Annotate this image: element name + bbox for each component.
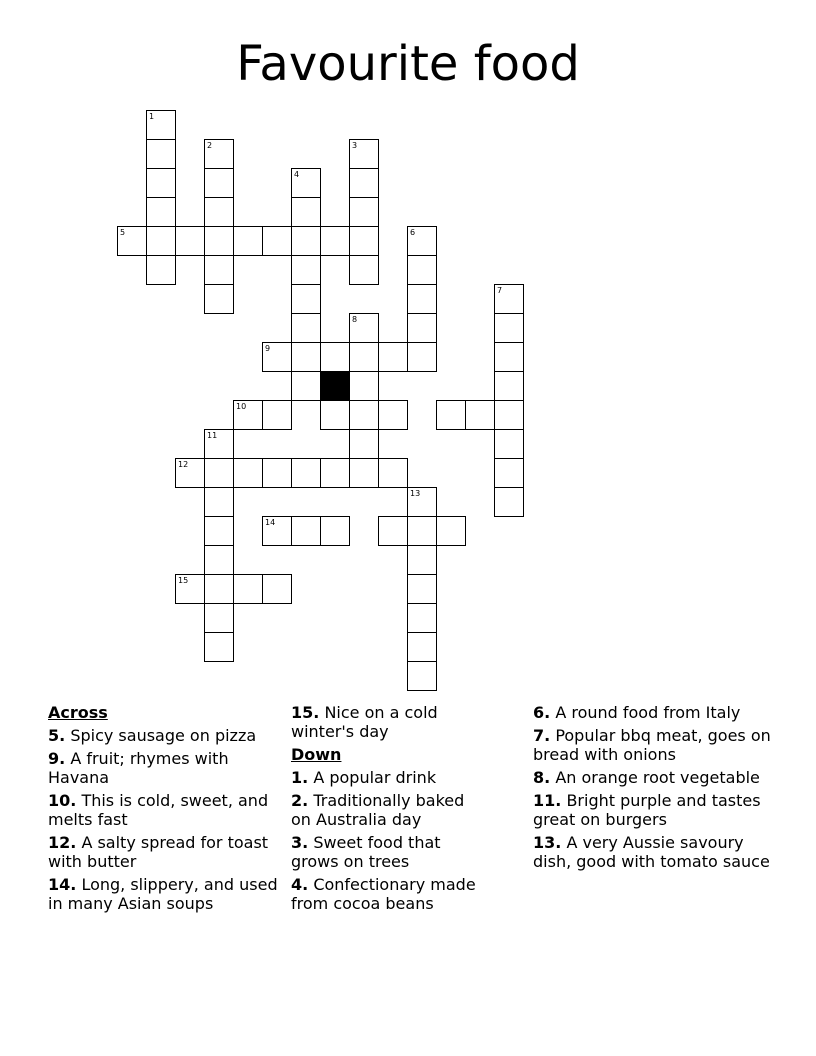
grid-cell[interactable]: [407, 284, 437, 314]
grid-cell[interactable]: [291, 168, 321, 198]
grid-cell[interactable]: [378, 458, 408, 488]
grid-cell[interactable]: [204, 139, 234, 169]
grid-cell[interactable]: [204, 197, 234, 227]
grid-cell[interactable]: [378, 400, 408, 430]
grid-cell[interactable]: [349, 226, 379, 256]
clue-number-4: 4: [294, 170, 300, 179]
grid-cell[interactable]: [378, 342, 408, 372]
grid-cell[interactable]: [291, 371, 321, 401]
grid-cell[interactable]: [291, 255, 321, 285]
grid-cell[interactable]: [407, 487, 437, 517]
grid-cell[interactable]: [349, 139, 379, 169]
clue-across-15: 15. Nice on a cold winter's day: [291, 703, 438, 741]
grid-cell[interactable]: [204, 603, 234, 633]
grid-cell[interactable]: [378, 516, 408, 546]
clue-down-4: 4. Confectionary made from cocoa beans: [291, 875, 476, 913]
grid-cell[interactable]: [262, 342, 292, 372]
grid-cell[interactable]: [407, 574, 437, 604]
grid-cell[interactable]: [175, 226, 205, 256]
clue-down-11: 11. Bright purple and tastes great on burgers: [533, 791, 761, 829]
clue-number-6: 6: [410, 228, 416, 237]
grid-cell[interactable]: [407, 632, 437, 662]
grid-cell[interactable]: [146, 139, 176, 169]
grid-cell[interactable]: [349, 168, 379, 198]
puzzle-title: Favourite food: [236, 36, 580, 92]
grid-cell[interactable]: [204, 574, 234, 604]
grid-cell[interactable]: [436, 516, 466, 546]
grid-cell[interactable]: [204, 632, 234, 662]
grid-cell[interactable]: [407, 545, 437, 575]
clue-down-7: 7. Popular bbq meat, goes on bread with onions: [533, 726, 771, 764]
grid-cell[interactable]: [320, 226, 350, 256]
grid-cell[interactable]: [349, 371, 379, 401]
grid-cell[interactable]: [407, 342, 437, 372]
grid-cell[interactable]: [204, 168, 234, 198]
grid-cell[interactable]: [204, 516, 234, 546]
grid-cell[interactable]: [349, 342, 379, 372]
grid-cell[interactable]: [117, 226, 147, 256]
grid-cell[interactable]: [291, 516, 321, 546]
clue-across-12: 12. A salty spread for toast with butter: [48, 833, 269, 871]
grid-cell[interactable]: [262, 458, 292, 488]
clue-across-5: 5. Spicy sausage on pizza: [48, 726, 257, 745]
clue-number-11: 11: [207, 431, 218, 440]
grid-cell[interactable]: [465, 400, 495, 430]
grid-cell[interactable]: [494, 342, 524, 372]
grid-cell[interactable]: [436, 400, 466, 430]
grid-cell[interactable]: [349, 400, 379, 430]
clue-down-2: 2. Traditionally baked on Australia day: [291, 791, 465, 829]
grid-cell[interactable]: [494, 487, 524, 517]
grid-cell[interactable]: [233, 400, 263, 430]
grid-cell[interactable]: [262, 226, 292, 256]
clue-across-14: 14. Long, slippery, and used in many Asian soups: [48, 875, 278, 913]
grid-cell[interactable]: [262, 400, 292, 430]
clue-down-13: 13. A very Aussie savoury dish, good with tomato sauce: [533, 833, 770, 871]
grid-cell[interactable]: [146, 226, 176, 256]
grid-cell[interactable]: [204, 255, 234, 285]
grid-cell[interactable]: [494, 284, 524, 314]
grid-cell[interactable]: [320, 516, 350, 546]
grid-cell[interactable]: [407, 255, 437, 285]
clue-across-10: 10. This is cold, sweet, and melts fast: [48, 791, 269, 829]
grid-cell[interactable]: [291, 226, 321, 256]
clue-number-3: 3: [352, 141, 358, 150]
down-heading: Down: [291, 745, 342, 764]
clue-number-8: 8: [352, 315, 358, 324]
grid-cell[interactable]: [291, 458, 321, 488]
grid-cell[interactable]: [494, 400, 524, 430]
clue-down-1: 1. A popular drink: [291, 768, 437, 787]
grid-cell[interactable]: [407, 516, 437, 546]
across-heading: Across: [48, 703, 108, 722]
grid-cell[interactable]: [175, 458, 205, 488]
clue-number-12: 12: [178, 460, 189, 469]
grid-cell[interactable]: [349, 255, 379, 285]
grid-cell[interactable]: [233, 574, 263, 604]
clue-number-13: 13: [410, 489, 421, 498]
grid-cell[interactable]: [320, 458, 350, 488]
clue-number-5: 5: [120, 228, 126, 237]
grid-cell[interactable]: [407, 226, 437, 256]
clue-down-6: 6. A round food from Italy: [533, 703, 741, 722]
grid-cell[interactable]: [204, 487, 234, 517]
clue-number-9: 9: [265, 344, 271, 353]
grid-cell[interactable]: [262, 516, 292, 546]
grid-cell[interactable]: [146, 255, 176, 285]
grid-cell[interactable]: [320, 342, 350, 372]
black-square: [320, 371, 350, 401]
grid-cell[interactable]: [494, 371, 524, 401]
grid-cell[interactable]: [204, 284, 234, 314]
grid-cell[interactable]: [494, 458, 524, 488]
clue-number-15: 15: [178, 576, 189, 585]
grid-cell[interactable]: [146, 110, 176, 140]
grid-cell[interactable]: [349, 313, 379, 343]
clue-across-9: 9. A fruit; rhymes with Havana: [48, 749, 229, 787]
grid-cell[interactable]: [146, 197, 176, 227]
grid-cell[interactable]: [291, 313, 321, 343]
grid-cell[interactable]: [204, 458, 234, 488]
clue-number-2: 2: [207, 141, 213, 150]
grid-cell[interactable]: [175, 574, 205, 604]
grid-cell[interactable]: [291, 342, 321, 372]
grid-cell[interactable]: [204, 429, 234, 459]
grid-cell[interactable]: [494, 313, 524, 343]
clue-number-1: 1: [149, 112, 155, 121]
grid-cell[interactable]: [204, 226, 234, 256]
grid-cell[interactable]: [233, 226, 263, 256]
grid-cell[interactable]: [349, 429, 379, 459]
clue-down-3: 3. Sweet food that grows on trees: [291, 833, 441, 871]
grid-cell[interactable]: [349, 458, 379, 488]
grid-cell[interactable]: [262, 574, 292, 604]
clues-column-3: [533, 703, 773, 875]
grid-cell[interactable]: [407, 603, 437, 633]
grid-cell[interactable]: [407, 313, 437, 343]
clues-column-1: [48, 703, 284, 917]
grid-cell[interactable]: [494, 429, 524, 459]
grid-cell[interactable]: [291, 197, 321, 227]
clue-down-8: 8. An orange root vegetable: [533, 768, 760, 787]
grid-cell[interactable]: [407, 661, 437, 691]
clue-number-7: 7: [497, 286, 503, 295]
grid-cell[interactable]: [233, 458, 263, 488]
grid-cell[interactable]: [146, 168, 176, 198]
clues-column-2: [291, 703, 481, 917]
grid-cell[interactable]: [204, 545, 234, 575]
clue-number-14: 14: [265, 518, 276, 527]
grid-cell[interactable]: [320, 400, 350, 430]
clue-number-10: 10: [236, 402, 247, 411]
grid-cell[interactable]: [349, 197, 379, 227]
grid-cell[interactable]: [291, 284, 321, 314]
